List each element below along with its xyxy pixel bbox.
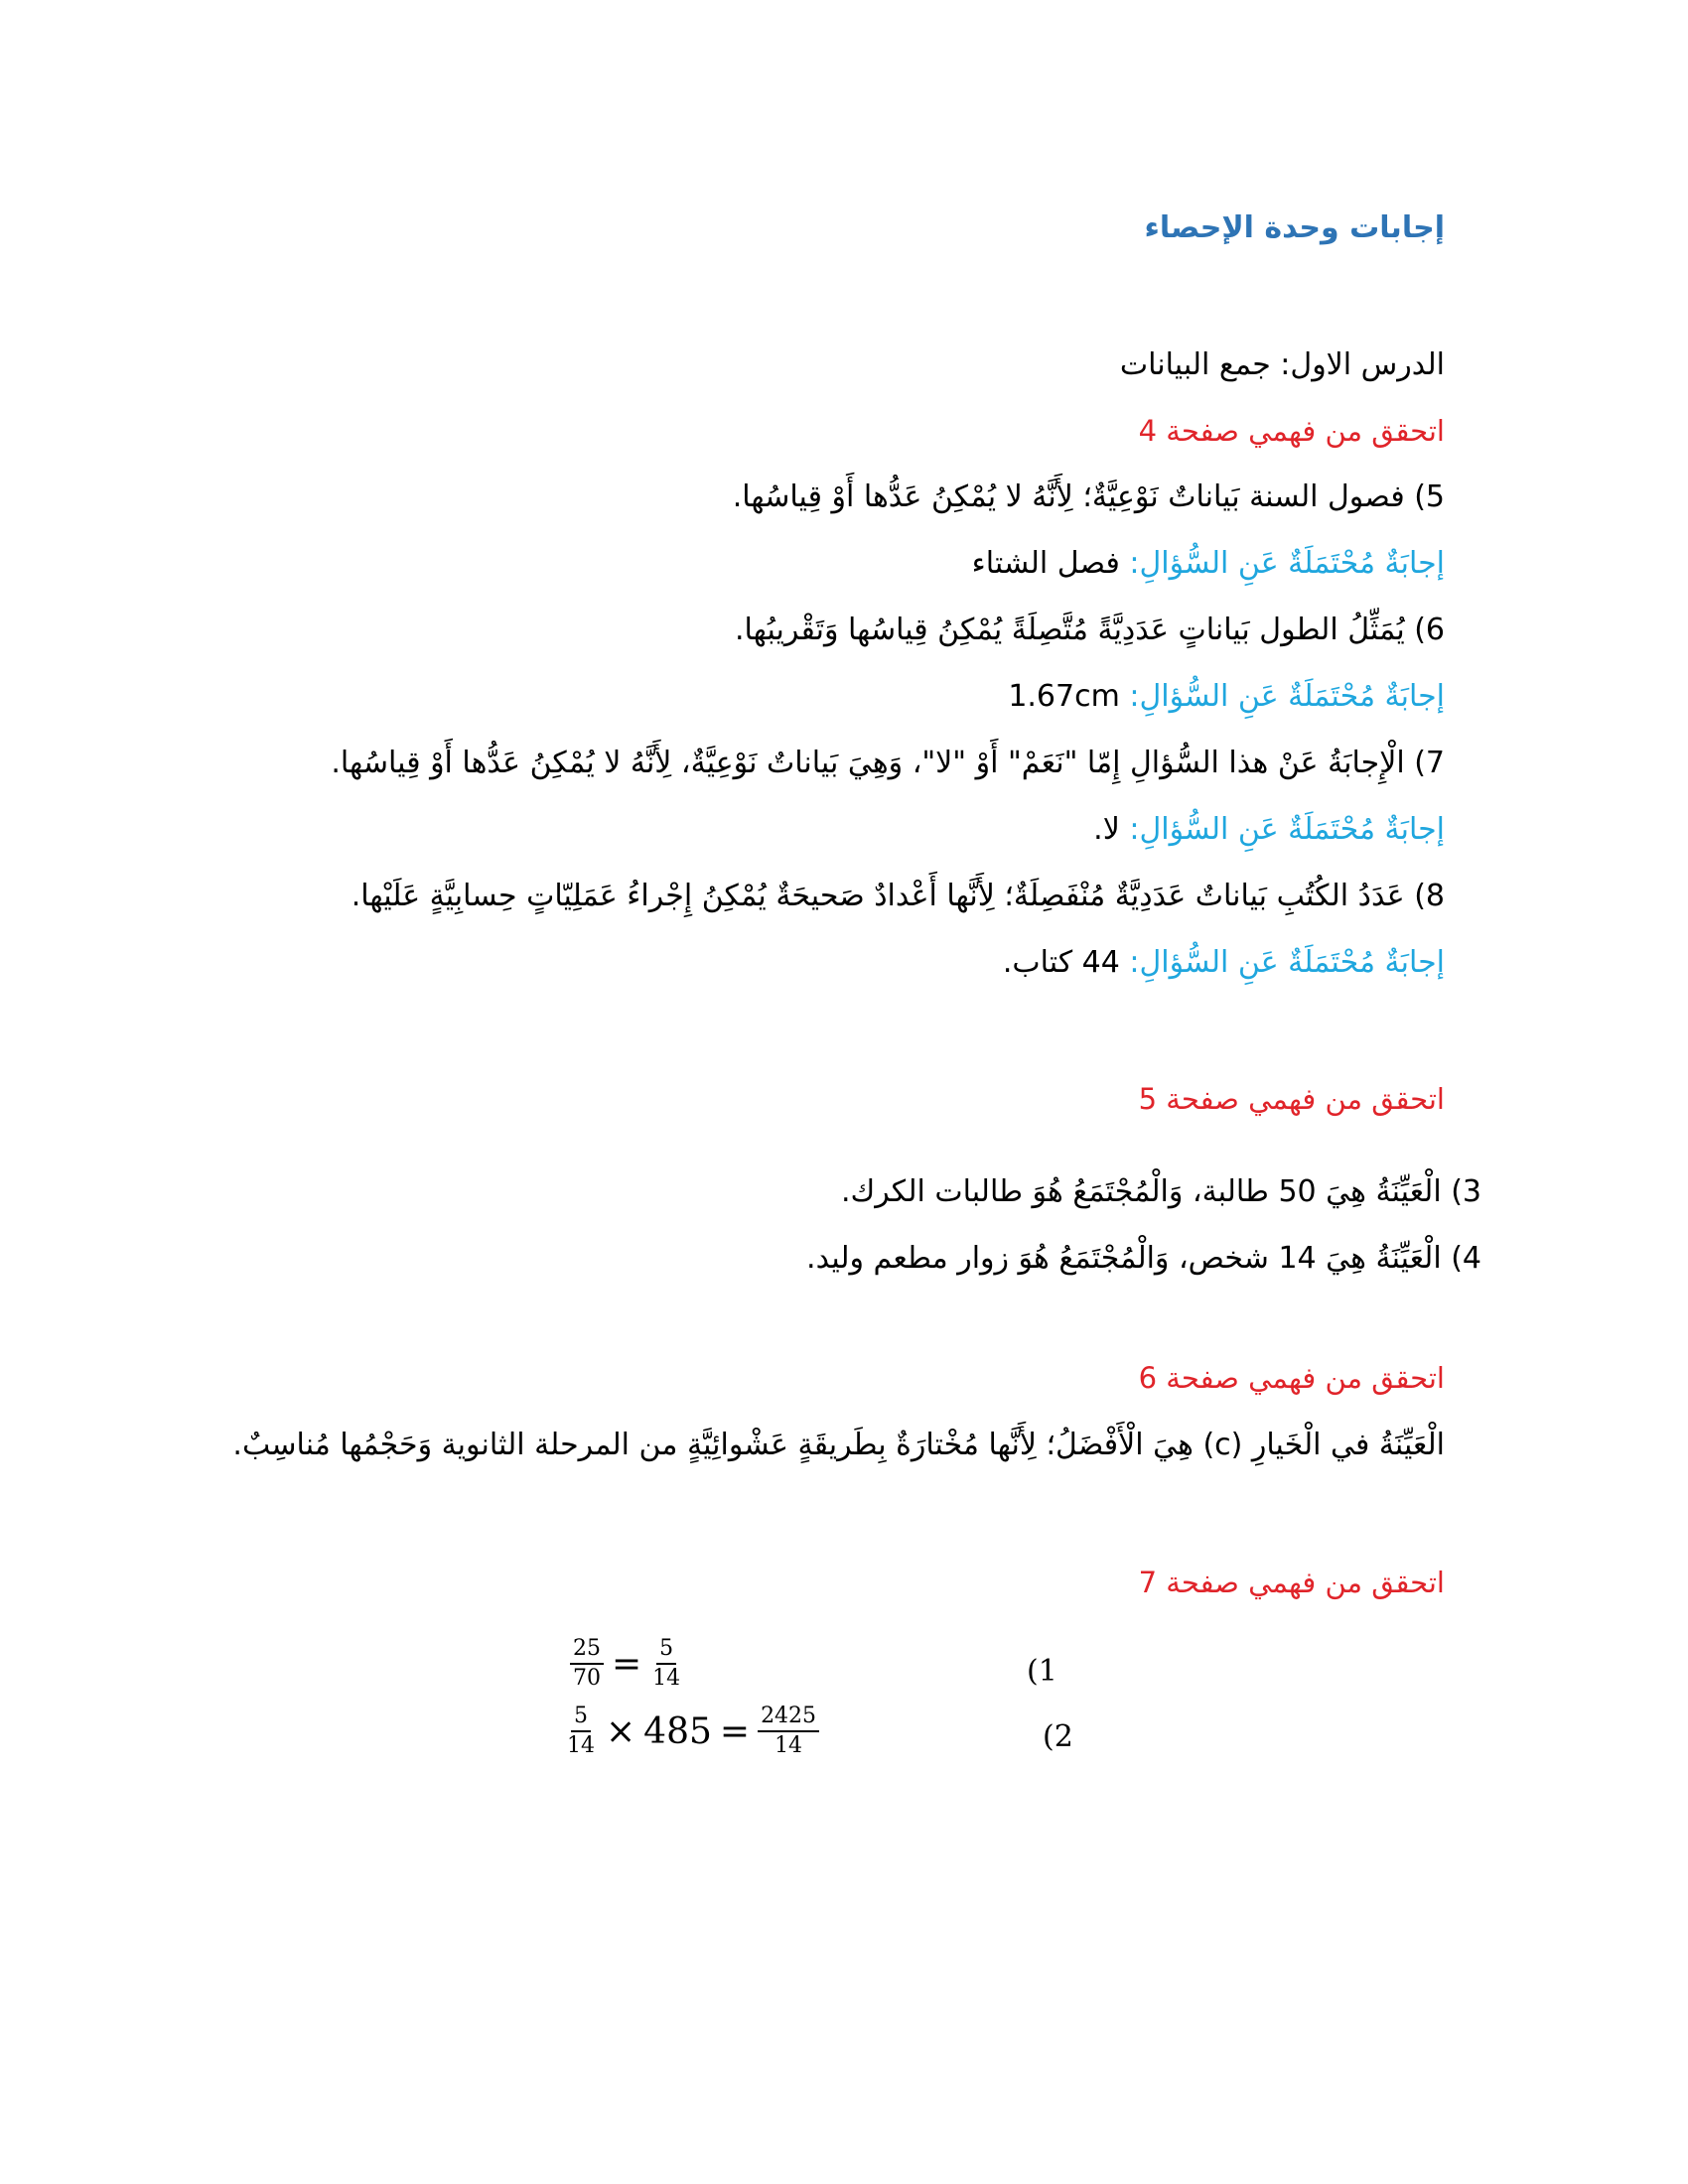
possible-answer-5 [179,544,1445,584]
denominator: 14 [652,1666,681,1691]
numerator: 2425 [758,1704,819,1732]
equals-sign: = [612,1643,642,1685]
item-2-label: (2 [1043,1719,1073,1754]
check-heading-page4: اتحقق من فهمي صفحة 4 [1138,414,1445,448]
fraction [649,1636,683,1692]
fraction [758,1704,819,1759]
answer-item-5: 5) فصول السنة بَياناتٌ نَوْعِيَّةٌ؛ لِأَنَّهُ لا يُمْكِنُ عَدُّها أَوْ قِياسُها. [732,479,1445,514]
denominator: 70 [573,1666,601,1691]
answer-item-4: 4) الْعَيِّنَةُ هِيَ 14 شخص، وَالْمُجْتَمَعُ هُوَ زوار مطعم وليد. [806,1241,1481,1276]
possible-answer-label: إجابَةٌ مُحْتَمَلَةٌ عَنِ السُّؤالِ: [1129,679,1445,714]
check-heading-page6: اتحقق من فهمي صفحة 6 [1138,1361,1445,1395]
possible-answer-8 [179,943,1445,983]
equation-2 [560,1704,823,1759]
numerator: 25 [570,1636,604,1665]
page-title: إجابات وحدة الإحصاء [1144,210,1445,245]
possible-answer-7 [179,810,1445,850]
numerator: 5 [656,1636,676,1665]
possible-answer-label: إجابَةٌ مُحْتَمَلَةٌ عَنِ السُّؤالِ: [1129,546,1445,581]
possible-answer-value: 44 كتاب. [1002,945,1120,980]
possible-answer-label: إجابَةٌ مُحْتَمَلَةٌ عَنِ السُّؤالِ: [1129,945,1445,980]
multiplier-value: 485 [643,1710,712,1752]
sample-choice-answer: الْعَيِّنَةُ في الْخَيارِ (c) هِيَ الْأَفْضَلُ؛ لِأَنَّها مُخْتارَةٌ بِطَريقَةٍ عَشْوائِيَّةٍ من المرحلة الثانوية وَحَجْمُها مُناسِبٌ. [232,1428,1445,1462]
numerator: 5 [571,1704,591,1732]
equals-sign: = [719,1710,751,1752]
equation-1 [566,1636,687,1692]
possible-answer-value: 1.67cm [1008,679,1120,714]
possible-answer-value: فصل الشتاء [971,546,1120,581]
answer-item-3: 3) الْعَيِّنَةُ هِيَ 50 طالبة، وَالْمُجْتَمَعُ هُوَ طالبات الكرك. [840,1174,1481,1209]
item-1-label: (1 [1027,1654,1057,1689]
fraction [564,1704,598,1759]
answer-item-6: 6) يُمَثِّلُ الطول بَياناتٍ عَدَدِيَّةً مُتَّصِلَةً يُمْكِنُ قِياسُها وَتَقْريبُها. [734,613,1445,647]
possible-answer-6 [179,677,1445,717]
times-sign: × [606,1710,636,1752]
denominator: 14 [567,1733,595,1758]
fraction [570,1636,604,1692]
answer-item-7: 7) الْإِجابَةُ عَنْ هذا السُّؤالِ إِمّا "نَعَمْ" أَوْ "لا"، وَهِيَ بَياناتٌ نَوْعِيَّةٌ، لِأَنَّهُ لا يُمْكِنُ عَدُّها أَوْ قِياسُها. [331,746,1445,780]
denominator: 14 [774,1733,803,1758]
possible-answer-value: لا. [1093,812,1120,847]
answer-item-8: 8) عَدَدُ الكُتُبِ بَياناتٌ عَدَدِيَّةٌ مُنْفَصِلَةٌ؛ لِأَنَّها أَعْدادٌ صَحيحَةٌ يُمْكِنُ إِجْراءُ عَمَلِيّاتٍ حِسابِيَّةٍ عَلَيْها. [351,879,1445,913]
check-heading-page7: اتحقق من فهمي صفحة 7 [1138,1566,1445,1599]
lesson-heading: الدرس الاول: جمع البيانات [1119,347,1445,382]
possible-answer-label: إجابَةٌ مُحْتَمَلَةٌ عَنِ السُّؤالِ: [1129,812,1445,847]
check-heading-page5: اتحقق من فهمي صفحة 5 [1138,1082,1445,1116]
